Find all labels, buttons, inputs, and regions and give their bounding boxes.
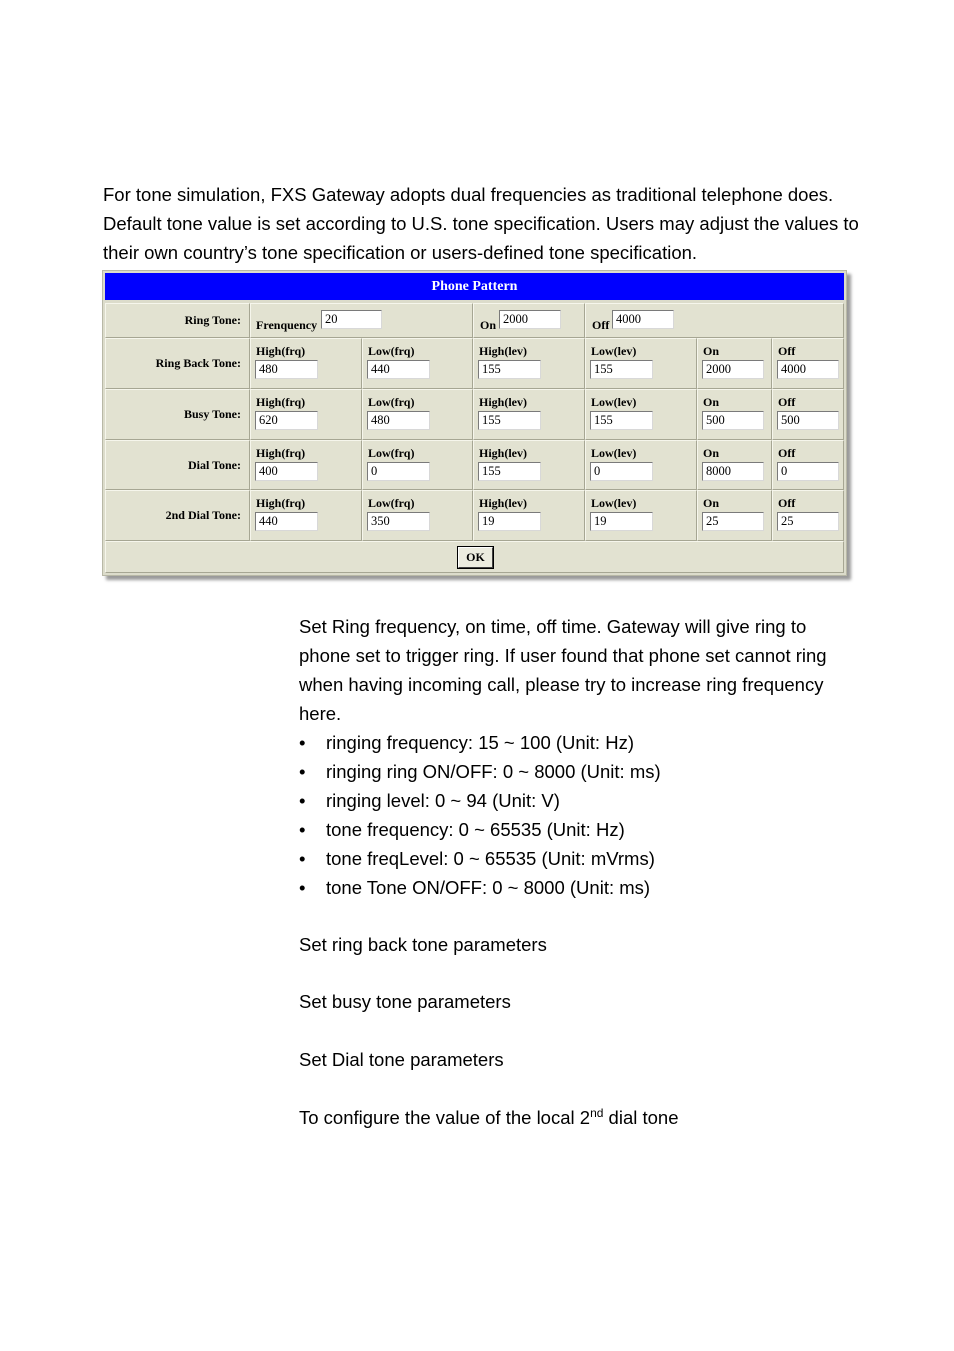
dial-tone-label: Dial Tone: bbox=[105, 440, 250, 490]
second-dial-high-lev-input[interactable]: 19 bbox=[478, 512, 541, 531]
ringback-high-frq-cell bbox=[250, 338, 362, 389]
second-dial-off-cell bbox=[772, 490, 844, 541]
dial-low-frq-input[interactable]: 0 bbox=[367, 462, 430, 481]
dial-high-frq-cell bbox=[250, 440, 362, 490]
frequency-label: Frenquency bbox=[256, 318, 318, 332]
high-lev-label: High(lev) bbox=[479, 446, 527, 460]
bullet-icon: • bbox=[299, 819, 306, 840]
panel-title: Phone Pattern bbox=[105, 273, 844, 300]
second-dial-high-lev-cell bbox=[473, 490, 585, 541]
second-dial-on-input[interactable]: 25 bbox=[702, 512, 764, 531]
busy-off-cell bbox=[772, 389, 844, 440]
bullet-icon: • bbox=[299, 732, 306, 753]
low-lev-label: Low(lev) bbox=[591, 446, 637, 460]
on-label: On bbox=[703, 344, 720, 358]
off-label: Off bbox=[778, 344, 796, 358]
high-lev-label: High(lev) bbox=[479, 496, 527, 510]
low-lev-label: Low(lev) bbox=[591, 496, 637, 510]
dial-low-lev-cell bbox=[585, 440, 697, 490]
dial-high-lev-input[interactable]: 155 bbox=[478, 462, 541, 481]
ringback-description: Set ring back tone parameters bbox=[299, 934, 547, 955]
busy-high-lev-input[interactable]: 155 bbox=[478, 411, 541, 430]
ringback-off-cell bbox=[772, 338, 844, 389]
low-frq-label: Low(frq) bbox=[368, 395, 415, 409]
busy-low-frq-cell bbox=[362, 389, 473, 440]
list-item: • ringing ring ON/OFF: 0 ~ 8000 (Unit: ms) bbox=[299, 757, 859, 786]
dial-description: Set Dial tone parameters bbox=[299, 1049, 504, 1070]
ringback-high-lev-input[interactable]: 155 bbox=[478, 360, 541, 379]
dial-high-lev-cell bbox=[473, 440, 585, 490]
busy-high-frq-input[interactable]: 620 bbox=[255, 411, 318, 430]
ok-button[interactable]: OK bbox=[458, 547, 493, 568]
second-dial-low-frq-input[interactable]: 350 bbox=[367, 512, 430, 531]
ring-frequency-cell bbox=[250, 303, 473, 338]
ringback-low-lev-cell bbox=[585, 338, 697, 389]
bullet-icon: • bbox=[299, 848, 306, 869]
ring-on-input[interactable]: 2000 bbox=[499, 310, 561, 329]
on-label: On bbox=[703, 395, 720, 409]
ringback-low-frq-input[interactable]: 440 bbox=[367, 360, 430, 379]
busy-off-input[interactable]: 500 bbox=[777, 411, 839, 430]
list-item: • ringing frequency: 15 ~ 100 (Unit: Hz) bbox=[299, 728, 859, 757]
ringback-high-lev-cell bbox=[473, 338, 585, 389]
high-lev-label: High(lev) bbox=[479, 395, 527, 409]
busy-high-lev-cell bbox=[473, 389, 585, 440]
range-list bbox=[299, 728, 859, 902]
intro-text bbox=[103, 180, 863, 267]
dial-low-frq-cell bbox=[362, 440, 473, 490]
intro-paragraph: For tone simulation, FXS Gateway adopts dual frequencies as traditional telephone does. Default tone value is set according to U.S. tone specification. Users may adjust the values to their own country’s tone specification or users-defined tone specification. bbox=[103, 184, 859, 263]
busy-low-frq-input[interactable]: 480 bbox=[367, 411, 430, 430]
dial-off-cell bbox=[772, 440, 844, 490]
busy-low-lev-cell bbox=[585, 389, 697, 440]
low-frq-label: Low(frq) bbox=[368, 344, 415, 358]
ringback-low-lev-input[interactable]: 155 bbox=[590, 360, 653, 379]
bullet-icon: • bbox=[299, 790, 306, 811]
ring-tone-label: Ring Tone: bbox=[105, 303, 250, 338]
list-item: • tone frequency: 0 ~ 65535 (Unit: Hz) bbox=[299, 815, 859, 844]
ring-tone-description bbox=[299, 612, 859, 902]
ringback-on-input[interactable]: 2000 bbox=[702, 360, 764, 379]
ring-frequency-input[interactable]: 20 bbox=[321, 310, 382, 329]
list-item: • tone freqLevel: 0 ~ 65535 (Unit: mVrms) bbox=[299, 844, 859, 873]
ring-on-cell bbox=[473, 303, 585, 338]
second-dial-description: To configure the value of the local 2nd dial tone bbox=[299, 1105, 679, 1128]
high-frq-label: High(frq) bbox=[256, 344, 306, 358]
busy-low-lev-input[interactable]: 155 bbox=[590, 411, 653, 430]
high-frq-label: High(frq) bbox=[256, 446, 306, 460]
busy-high-frq-cell bbox=[250, 389, 362, 440]
list-item: • ringing level: 0 ~ 94 (Unit: V) bbox=[299, 786, 859, 815]
ringback-high-frq-input[interactable]: 480 bbox=[255, 360, 318, 379]
ring-off-cell bbox=[585, 303, 844, 338]
ring-back-tone-label: Ring Back Tone: bbox=[105, 338, 250, 389]
dial-on-input[interactable]: 8000 bbox=[702, 462, 764, 481]
ringback-off-input[interactable]: 4000 bbox=[777, 360, 839, 379]
second-dial-off-input[interactable]: 25 bbox=[777, 512, 839, 531]
dial-high-frq-input[interactable]: 400 bbox=[255, 462, 318, 481]
high-frq-label: High(frq) bbox=[256, 496, 306, 510]
busy-on-cell bbox=[697, 389, 772, 440]
off-label: Off bbox=[778, 446, 796, 460]
second-dial-low-frq-cell bbox=[362, 490, 473, 541]
off-label: Off bbox=[592, 318, 610, 332]
second-dial-on-cell bbox=[697, 490, 772, 541]
off-label: Off bbox=[778, 496, 796, 510]
dial-off-input[interactable]: 0 bbox=[777, 462, 839, 481]
phone-pattern-panel bbox=[102, 270, 847, 576]
on-label: On bbox=[703, 446, 720, 460]
low-lev-label: Low(lev) bbox=[591, 395, 637, 409]
bullet-icon: • bbox=[299, 877, 306, 898]
bullet-icon: • bbox=[299, 761, 306, 782]
high-lev-label: High(lev) bbox=[479, 344, 527, 358]
second-dial-high-frq-cell bbox=[250, 490, 362, 541]
ringback-low-frq-cell bbox=[362, 338, 473, 389]
ring-off-input[interactable]: 4000 bbox=[612, 310, 674, 329]
high-frq-label: High(frq) bbox=[256, 395, 306, 409]
second-dial-high-frq-input[interactable]: 440 bbox=[255, 512, 318, 531]
busy-on-input[interactable]: 500 bbox=[702, 411, 764, 430]
second-dial-low-lev-cell bbox=[585, 490, 697, 541]
low-frq-label: Low(frq) bbox=[368, 446, 415, 460]
dial-low-lev-input[interactable]: 0 bbox=[590, 462, 653, 481]
busy-tone-label: Busy Tone: bbox=[105, 389, 250, 440]
off-label: Off bbox=[778, 395, 796, 409]
on-label: On bbox=[703, 496, 720, 510]
low-frq-label: Low(frq) bbox=[368, 496, 415, 510]
list-item: • tone Tone ON/OFF: 0 ~ 8000 (Unit: ms) bbox=[299, 873, 859, 902]
second-dial-low-lev-input[interactable]: 19 bbox=[590, 512, 653, 531]
on-label: On bbox=[480, 318, 497, 332]
low-lev-label: Low(lev) bbox=[591, 344, 637, 358]
second-dial-tone-label: 2nd Dial Tone: bbox=[105, 490, 250, 541]
ringback-on-cell bbox=[697, 338, 772, 389]
dial-on-cell bbox=[697, 440, 772, 490]
busy-description: Set busy tone parameters bbox=[299, 991, 511, 1012]
ring-description-text: Set Ring frequency, on time, off time. Gateway will give ring to phone set to trigger ring. If user found that phone set cannot ring when having incoming call, please try to increase ring frequency here. bbox=[299, 616, 827, 724]
